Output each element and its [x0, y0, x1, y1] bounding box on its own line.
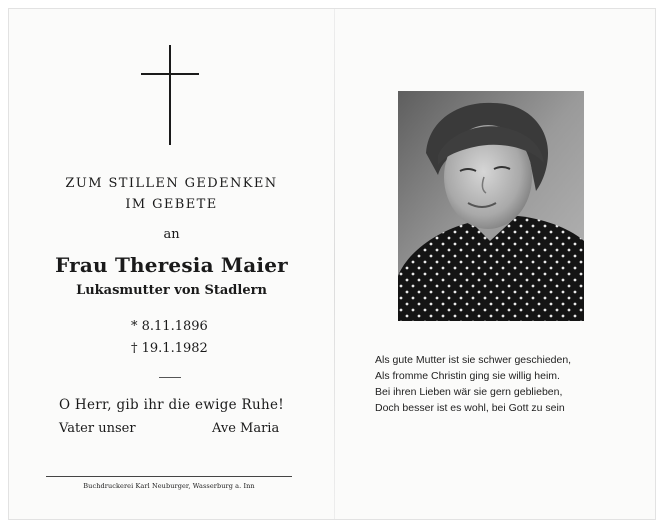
deceased-subtitle: Lukasmutter von Stadlern	[76, 283, 267, 298]
cross-icon	[141, 45, 199, 145]
printer-rule	[46, 476, 292, 477]
death-date: † 19.1.1982	[131, 341, 208, 356]
prayer-text: O Herr, gib ihr die ewige Ruhe!	[58, 397, 285, 413]
prayer-ave-maria: Ave Maria	[212, 421, 280, 436]
poem-line-4: Doch besser ist es wohl, bei Gott zu sein	[375, 402, 565, 414]
heading-line-2: IM GEBETE	[125, 197, 218, 212]
heading-line-1: ZUM STILLEN GEDENKEN	[65, 176, 278, 191]
right-panel	[335, 9, 655, 519]
left-panel	[9, 9, 334, 519]
divider	[159, 377, 181, 378]
poem-line-3: Bei ihren Lieben wär sie gern geblieben,	[375, 386, 563, 398]
portrait-photo	[398, 91, 584, 321]
birth-date: * 8.11.1896	[131, 319, 208, 334]
poem	[375, 352, 655, 416]
an-text: an	[163, 227, 180, 242]
memorial-card	[8, 8, 656, 520]
poem-line-2: Als fromme Christin ging sie willig heim.	[375, 370, 560, 382]
printer-credit: Buchdruckerei Karl Neuburger, Wasserburg a. Inn	[83, 482, 255, 490]
memorial-heading	[9, 173, 334, 215]
poem-line-1: Als gute Mutter ist sie schwer geschieden,	[375, 354, 572, 366]
deceased-name: Frau Theresia Maier	[55, 253, 288, 277]
prayer-vater-unser: Vater unser	[59, 421, 136, 436]
